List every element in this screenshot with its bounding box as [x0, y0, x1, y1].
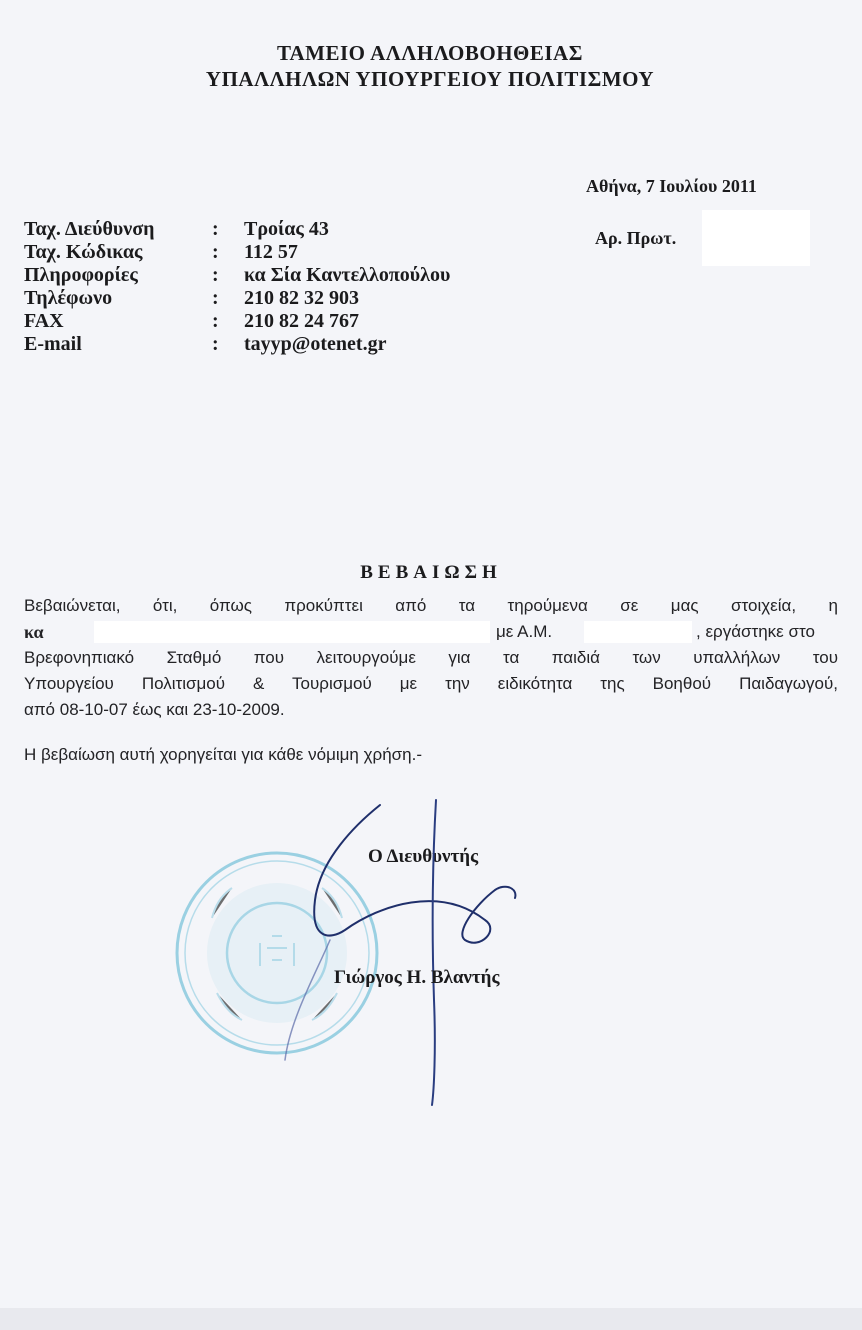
- redaction-box-name: [94, 621, 490, 643]
- contact-separator: :: [212, 264, 219, 286]
- contact-value: 210 82 32 903: [244, 287, 359, 309]
- header-line-1: ΤΑΜΕΙΟ ΑΛΛΗΛΟΒΟΗΘΕΙΑΣ: [277, 41, 583, 65]
- body-line-1: Βεβαιώνεται, ότι, όπως προκύπτει από τα τηρούμενα σε μας στοιχεία, η: [24, 596, 838, 615]
- protocol-number-label: Αρ. Πρωτ.: [595, 228, 677, 248]
- redaction-box-registry: [584, 621, 692, 643]
- contact-value: tayyp@otenet.gr: [244, 333, 387, 355]
- contact-separator: :: [212, 218, 219, 240]
- contact-separator: :: [212, 333, 219, 355]
- header-line-2: ΥΠΑΛΛΗΛΩΝ ΥΠΟΥΡΓΕΙΟΥ ΠΟΛΙΤΙΣΜΟΥ: [205, 67, 655, 91]
- closing-statement: Η βεβαίωση αυτή χορηγείται για κάθε νόμιμη χρήση.-: [24, 745, 422, 764]
- signature-icon: [260, 790, 530, 1110]
- body-line-5: από 08-10-07 έως και 23-10-2009.: [24, 700, 285, 719]
- certificate-title: ΒΕΒΑΙΩΣΗ: [360, 562, 502, 583]
- contact-label: Τηλέφωνο: [24, 287, 113, 309]
- contact-value: 210 82 24 767: [244, 310, 359, 332]
- redaction-box-protocol: [702, 210, 810, 266]
- body-line-2: [24, 619, 838, 645]
- contact-separator: :: [212, 287, 219, 309]
- contact-label: Ταχ. Διεύθυνση: [24, 218, 155, 240]
- organization-header: [150, 40, 710, 92]
- document-date: Αθήνα, 7 Ιουλίου 2011: [586, 176, 757, 196]
- contact-label: FAX: [24, 310, 64, 332]
- director-name: Γιώργος Η. Βλαντής: [334, 967, 500, 988]
- body-line-3: Βρεφονηπιακό Σταθμό που λειτουργούμε για τα παιδιά των υπαλλήλων του: [24, 648, 838, 667]
- contact-label: Πληροφορίες: [24, 264, 138, 286]
- body-line-4: Υπουργείου Πολιτισμού & Τουρισμού με την ειδικότητα της Βοηθού Παιδαγωγού,: [24, 674, 838, 693]
- contact-separator: :: [212, 241, 219, 263]
- registry-number-label: με Α.Μ.: [496, 622, 553, 641]
- page-bottom-edge: [0, 1308, 862, 1330]
- contact-label: Ταχ. Κώδικας: [24, 241, 143, 263]
- contact-separator: :: [212, 310, 219, 332]
- honorific-ka: κα: [24, 622, 44, 642]
- contact-value: κα Σία Καντελλοπούλου: [244, 264, 451, 286]
- director-title: Ο Διευθυντής: [368, 846, 479, 867]
- contact-label: E-mail: [24, 333, 82, 355]
- body-line-2-end: , εργάστηκε στο: [696, 622, 815, 641]
- certificate-body: [24, 593, 838, 723]
- contact-value: 112 57: [244, 241, 298, 263]
- contact-value: Τροίας 43: [244, 218, 329, 240]
